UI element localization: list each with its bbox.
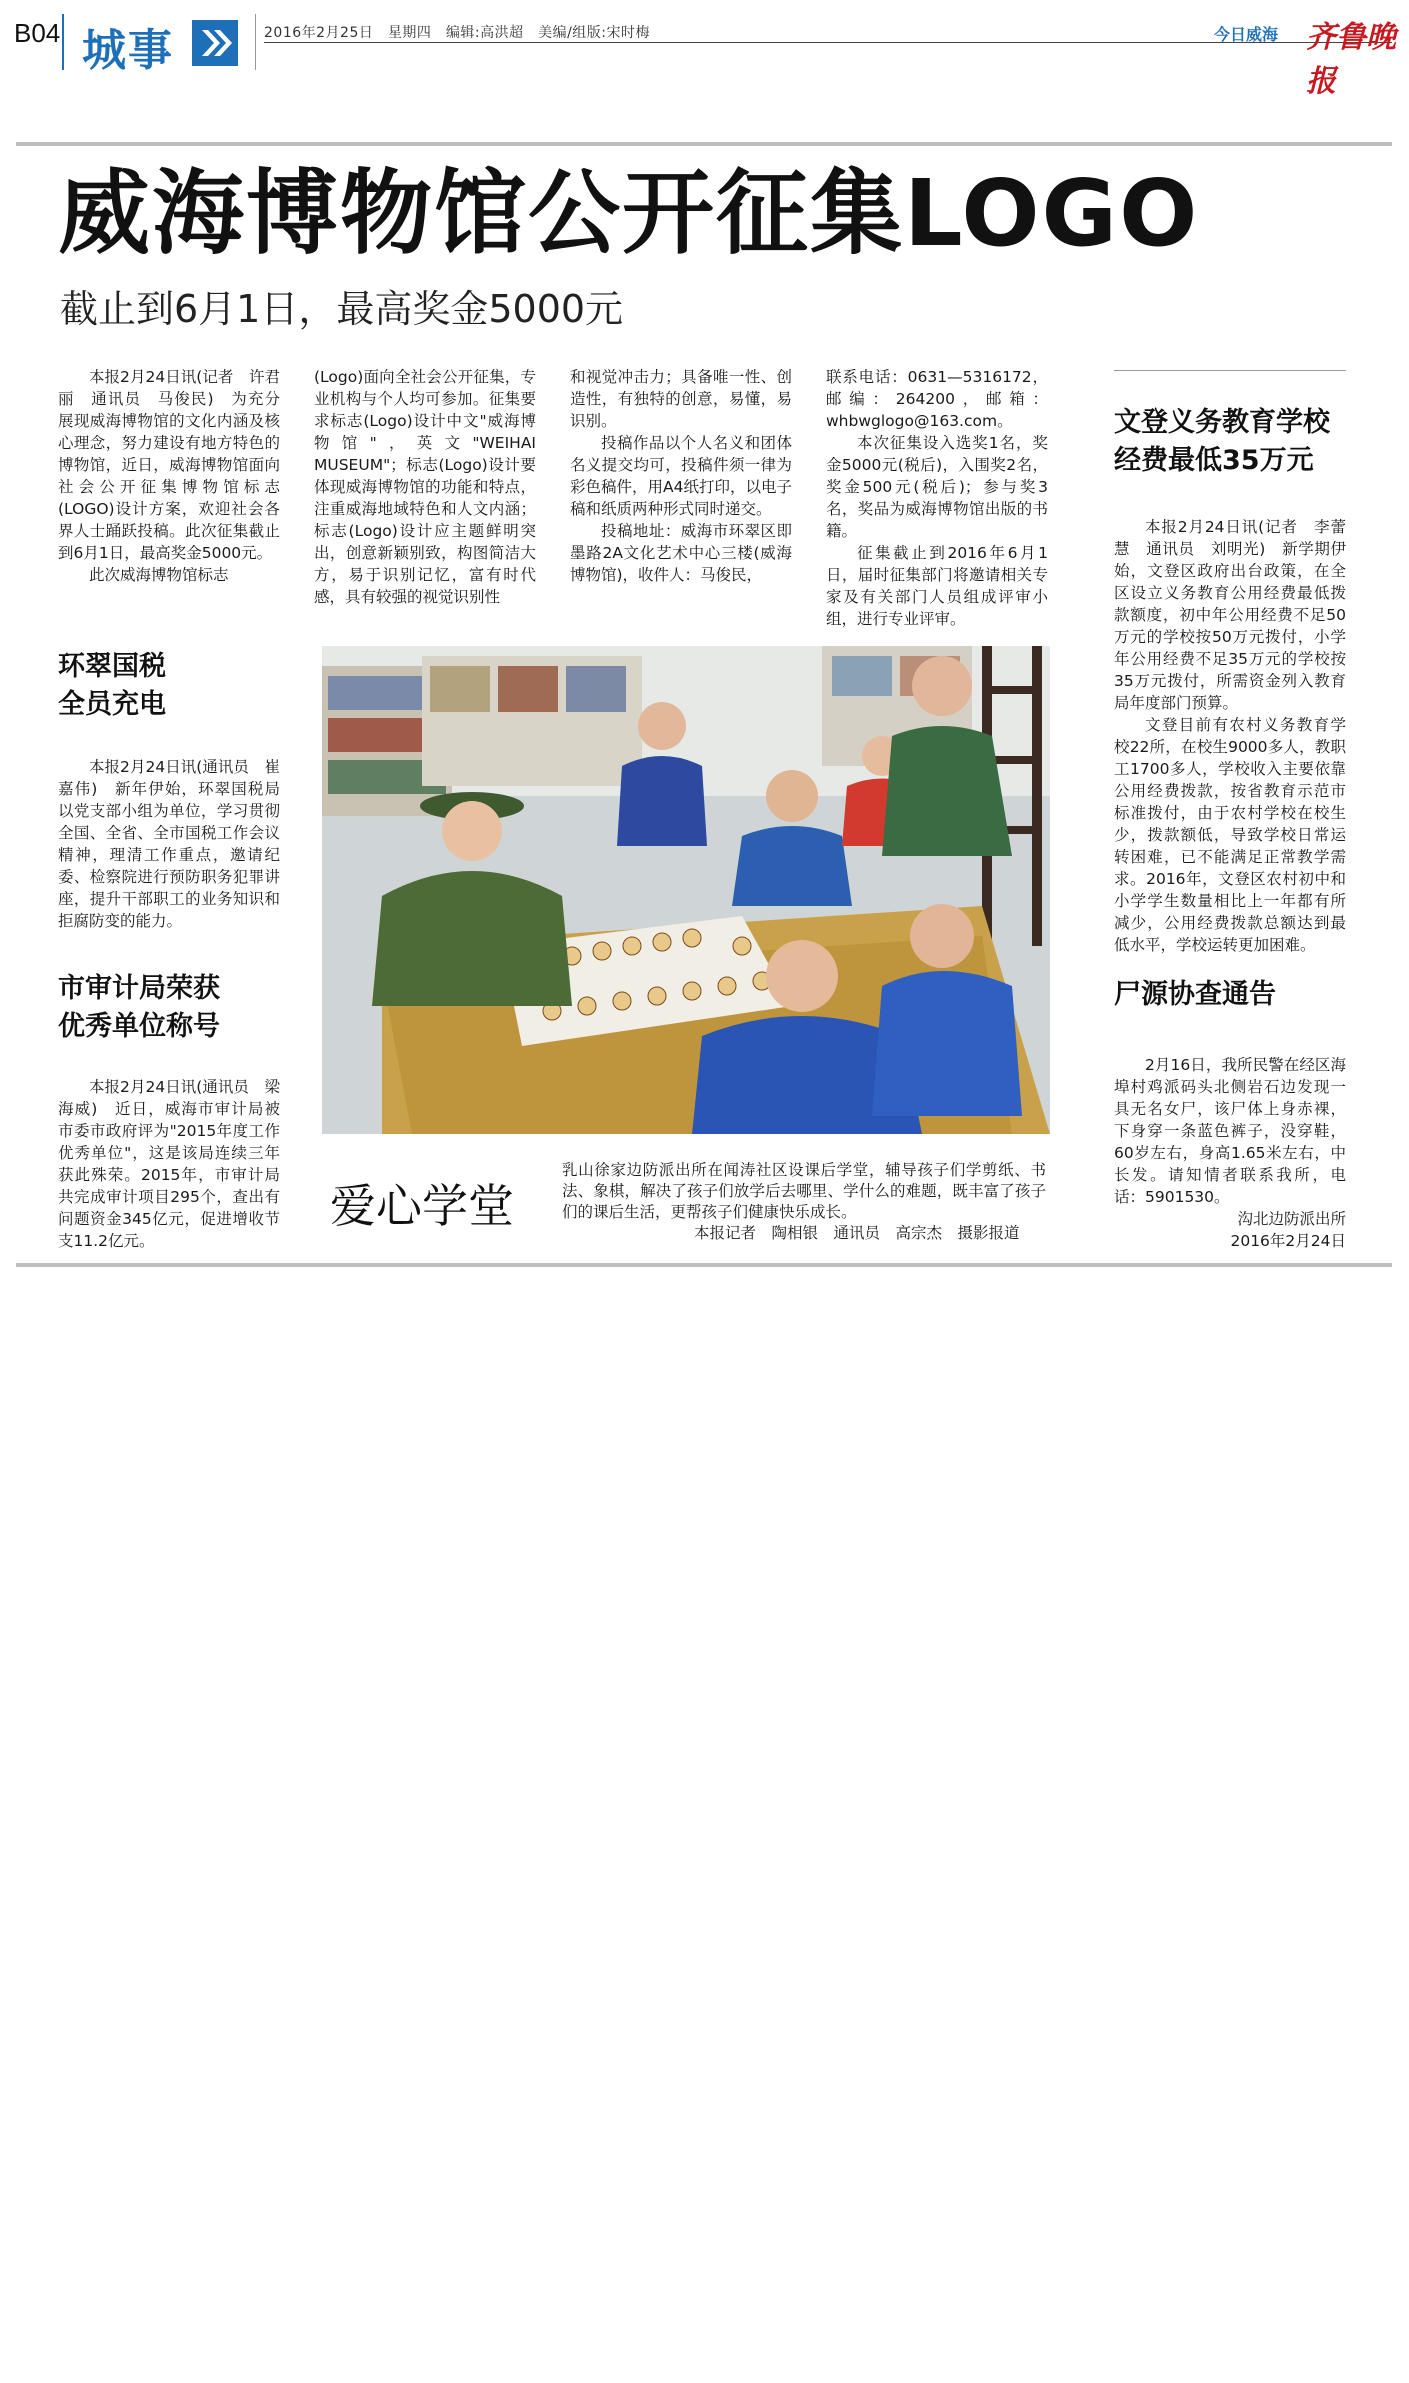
section-name: 城事 [82, 25, 174, 76]
news-photo [322, 646, 1050, 1134]
paragraph: 此次威海博物馆标志 [89, 566, 229, 584]
page-number: B04 [14, 18, 61, 48]
brief-headline [58, 970, 220, 1046]
paragraph: 联系电话：0631—5316172，邮编：264200，邮箱：whbwglogo@163.com。 [826, 368, 1048, 430]
brief-headline [58, 648, 166, 724]
headline-line: 经费最低35万元 [1114, 445, 1314, 476]
brief-headline [1114, 404, 1330, 480]
lead-column-3 [570, 366, 792, 586]
notice-signature [1114, 1208, 1346, 1252]
paragraph: (Logo)面向全社会公开征集，专业机构与个人均可参加。征集要求标志(Logo)设计中文"威海博物馆"，英文"WEIHAI MUSEUM"；标志(Logo)设计要体现威海博物馆的功能和特点，注重威海地域特色和人文内涵；标志(Logo)设计应主题鲜明突出，创意新颖别致，构图简洁大方，易于识别记忆，富有时代感，具有较强的视觉识别性 [314, 368, 536, 606]
today-label: 今日威海 [1214, 25, 1279, 44]
lead-column-4 [826, 366, 1048, 630]
brief-body [58, 756, 280, 932]
newspaper-logo: 齐鲁晚报 [1306, 20, 1396, 99]
paragraph: 本次征集设入选奖1名，奖金5000元(税后)，入围奖2名，奖金500元(税后)；参与奖3名，奖品为威海博物馆出版的书籍。 [826, 434, 1048, 540]
paragraph: 本报2月24日讯(通讯员 崔嘉伟) 新年伊始，环翠国税局以党支部小组为单位，学习贯彻全国、全省、全市国税工作会议精神，理清工作重点，邀请纪委、检察院进行预防职务犯罪讲座，提升干部职工的业务知识和拒腐防变的能力。 [58, 758, 280, 930]
signature-line: 沟北边防派出所 [1237, 1210, 1346, 1228]
paragraph: 2月16日，我所民警在经区海埠村鸡派码头北侧岩石边发现一具无名女尸，该尸体上身赤裸，下身穿一条蓝色裤子，没穿鞋，60岁左右，身高1.65米左右，中长发。请知情者联系我所，电话：5901530。 [1114, 1056, 1346, 1206]
headline-line: 优秀单位称号 [58, 1011, 220, 1042]
top-rule [16, 142, 1392, 146]
paragraph: 本报2月24日讯(通讯员 梁海威) 近日，威海市审计局被市委市政府评为"2015年度工作优秀单位"，这是该局连续三年获此殊荣。2015年，市审计局共完成审计项目295个，查出有问题资金345亿元，促进增收节支11.2亿元。 [58, 1078, 280, 1250]
issue-meta: 2016年2月25日 星期四 编辑:高洪超 美编/组版:宋时梅 [264, 25, 650, 41]
lead-column-1 [58, 366, 280, 586]
lead-subheadline: 截止到6月1日，最高奖金5000元 [60, 287, 624, 331]
headline-line: 全员充电 [58, 689, 166, 720]
brief-body [58, 1076, 280, 1252]
bottom-rule [16, 1263, 1392, 1267]
headline-line: 环翠国税 [58, 651, 166, 682]
brief-body [1114, 516, 1346, 956]
notice-headline [1114, 976, 1276, 1014]
paragraph: 本报2月24日讯(记者 许君丽 通讯员 马俊民) 为充分展现威海博物馆的文化内涵及核心理念，努力建设有地方特色的博物馆，近日，威海博物馆面向社会公开征集博物馆标志(LOGO)设计方案，欢迎社会各界人士踊跃投稿。此次征集截止到6月1日，最高奖金5000元。 [58, 368, 280, 562]
photo-title: 爱心学堂 [330, 1179, 514, 1233]
header-divider [62, 14, 64, 70]
paragraph: 投稿地址：威海市环翠区即墨路2A文化艺术中心三楼(威海博物馆)，收件人：马俊民， [570, 522, 792, 584]
column-rule [1114, 370, 1346, 371]
headline-line: 市审计局荣获 [58, 973, 220, 1004]
notice-body [1114, 1054, 1346, 1252]
paragraph: 文登目前有农村义务教育学校22所，在校生9000多人，教职工1700多人，学校收入主要依靠公用经费拨款，按省教育示范市标准拨付，由于农村学校在校生少，拨款额低，导致学校日常运转困难，已不能满足正常教学需求。2016年，文登区农村初中和小学学生数量相比上一年都有所减少，公用经费拨款总额达到最低水平，学校运转更加困难。 [1114, 716, 1346, 954]
photo-caption: 乳山徐家边防派出所在闻涛社区设课后学堂，辅导孩子们学剪纸、书法、象棋，解决了孩子们放学后去哪里、学什么的难题，既丰富了孩子们的课后生活，更帮孩子们健康快乐成长。 [562, 1161, 1046, 1221]
headline-line: 尸源协查通告 [1114, 979, 1276, 1010]
signature-line: 2016年2月24日 [1230, 1232, 1346, 1250]
headline-line: 文登义务教育学校 [1114, 407, 1330, 438]
section-arrow-icon [192, 20, 238, 66]
photo-credit: 本报记者 陶相银 通讯员 高宗杰 摄影报道 [694, 1224, 1020, 1242]
paragraph: 征集截止到2016年6月1日，届时征集部门将邀请相关专家及有关部门人员组成评审小组，进行专业评审。 [826, 544, 1048, 628]
header-divider-2 [255, 14, 256, 70]
paragraph: 本报2月24日讯(记者 李蕾慧 通讯员 刘明光) 新学期伊始，文登区政府出台政策，在全区设立义务教育公用经费最低拨款额度，初中年公用经费不足50万元的学校按50万元拨付，小学年公用经费不足35万元的学校按35万元拨付，所需资金列入教育局年度部门预算。 [1114, 518, 1346, 712]
paragraph: 和视觉冲击力；具备唯一性、创造性，有独特的创意，易懂，易识别。 [570, 368, 792, 430]
photo-illustration [322, 646, 1050, 1134]
lead-headline: 威海博物馆公开征集LOGO [58, 160, 1200, 267]
lead-column-2 [314, 366, 536, 608]
paragraph: 投稿作品以个人名义和团体名义提交均可，投稿件须一律为彩色稿件，用A4纸打印，以电子稿和纸质两种形式同时递交。 [570, 434, 792, 518]
